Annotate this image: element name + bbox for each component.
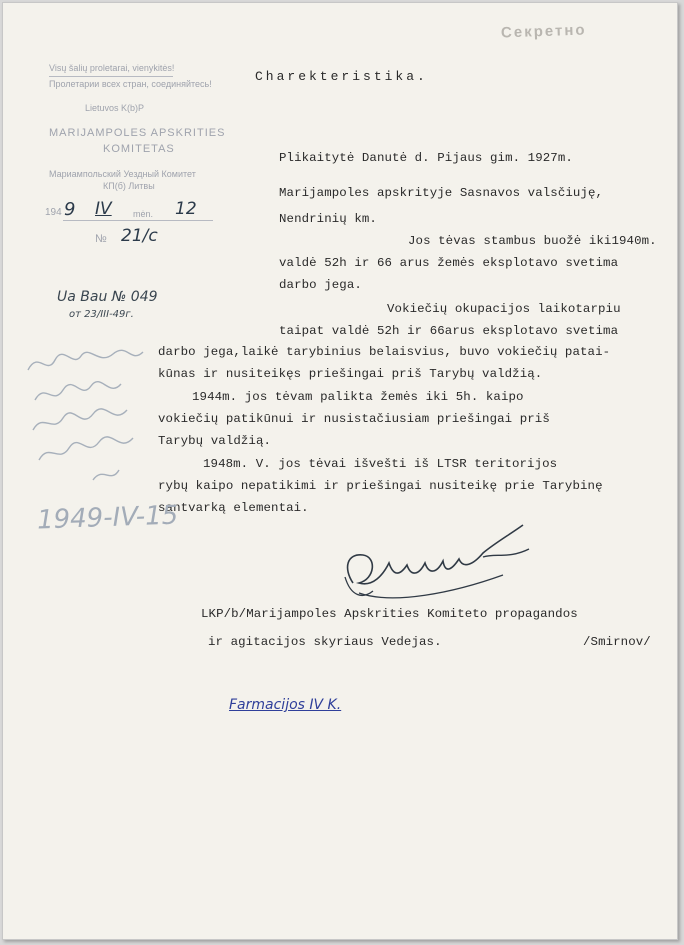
letterhead-slogan-ru: Пролетарии всех стран, соединяйтесь! — [49, 79, 212, 89]
document-page — [2, 2, 678, 940]
body-line-16: santvarką elementai. — [158, 501, 309, 515]
signoff-line-2: ir agitacijos skyriaus Vedejas. — [208, 635, 442, 649]
letterhead-month-label: mėn. — [133, 209, 154, 219]
body-line-7: Vokiečių okupacijos laikotarpiu — [387, 302, 621, 316]
letterhead-month: IV — [95, 199, 112, 219]
body-line-4: Jos tėvas stambus buožė iki1940m. — [408, 234, 657, 248]
blue-ink-note: Farmacijos IV K. — [229, 697, 342, 713]
letterhead-nr-value: 21/c — [121, 226, 158, 246]
annotation-ref-line2: от 23/III-49г. — [69, 309, 134, 320]
letterhead-org-ru: Мариампольский Уездный Комитет — [49, 169, 196, 179]
body-line-9: darbo jega,laikė tarybinius belaisvius, buvo vokiečių patai- — [158, 345, 611, 359]
body-line-10: kūnas ir nusiteikęs priešingai priš Tarybų valdžią. — [158, 367, 543, 381]
body-line-8: taipat valdė 52h ir 66arus eksplotavo svetima — [279, 324, 619, 338]
pencil-date-note: 1949-IV-15 — [36, 500, 179, 536]
margin-scribble-notes — [23, 348, 153, 488]
body-line-2: Marijampoles apskrityje Sasnavos valsčiuję, — [279, 186, 604, 200]
letterhead-committee: KOMITETAS — [103, 143, 175, 155]
body-line-1: Plikaitytė Danutė d. Pijaus gim. 1927m. — [279, 151, 573, 165]
signoff-line-1: LKP/b/Marijampoles Apskrities Komiteto propagandos — [201, 607, 578, 621]
letterhead-org: MARIJAMPOLES APSKRITIES — [49, 127, 226, 139]
secret-stamp: Секретно — [500, 21, 587, 42]
body-line-13: Tarybų valdžią. — [158, 434, 272, 448]
body-line-15: rybų kaipo nepatikimi ir priešingai nusiteikę prie Tarybinę — [158, 479, 603, 493]
annotation-ref-line1: Ua Bau № 049 — [57, 289, 158, 305]
letterhead-party-ru: КП(б) Литвы — [103, 181, 155, 191]
body-line-3: Nendrinių km. — [279, 212, 377, 226]
signoff-name: /Smirnov/ — [583, 635, 651, 649]
letterhead-nr-label: № — [95, 233, 107, 245]
letterhead-day: 12 — [175, 199, 197, 219]
body-line-14: 1948m. V. jos tėvai išvešti iš LTSR teritorijos — [203, 457, 558, 471]
signature — [333, 513, 543, 613]
body-line-11: 1944m. jos tėvam palikta žemės iki 5h. kaipo — [192, 390, 524, 404]
document-title: Charekteristika. — [255, 69, 428, 84]
letterhead-date-rule — [63, 220, 213, 221]
body-line-6: darbo jega. — [279, 278, 362, 292]
letterhead-year-print: 194 — [45, 207, 62, 218]
letterhead-year-digit: 9 — [64, 199, 76, 220]
letterhead-party: Lietuvos K(b)P — [85, 103, 145, 113]
body-line-12: vokiečių patikūnui ir nusistačiusiam priešingai priš — [158, 412, 550, 426]
letterhead-rule — [49, 76, 173, 77]
body-line-5: valdė 52h ir 66 arus žemės eksplotavo svetima — [279, 256, 619, 270]
letterhead-slogan-lt: Visų šalių proletarai, vienykitės! — [49, 63, 175, 73]
